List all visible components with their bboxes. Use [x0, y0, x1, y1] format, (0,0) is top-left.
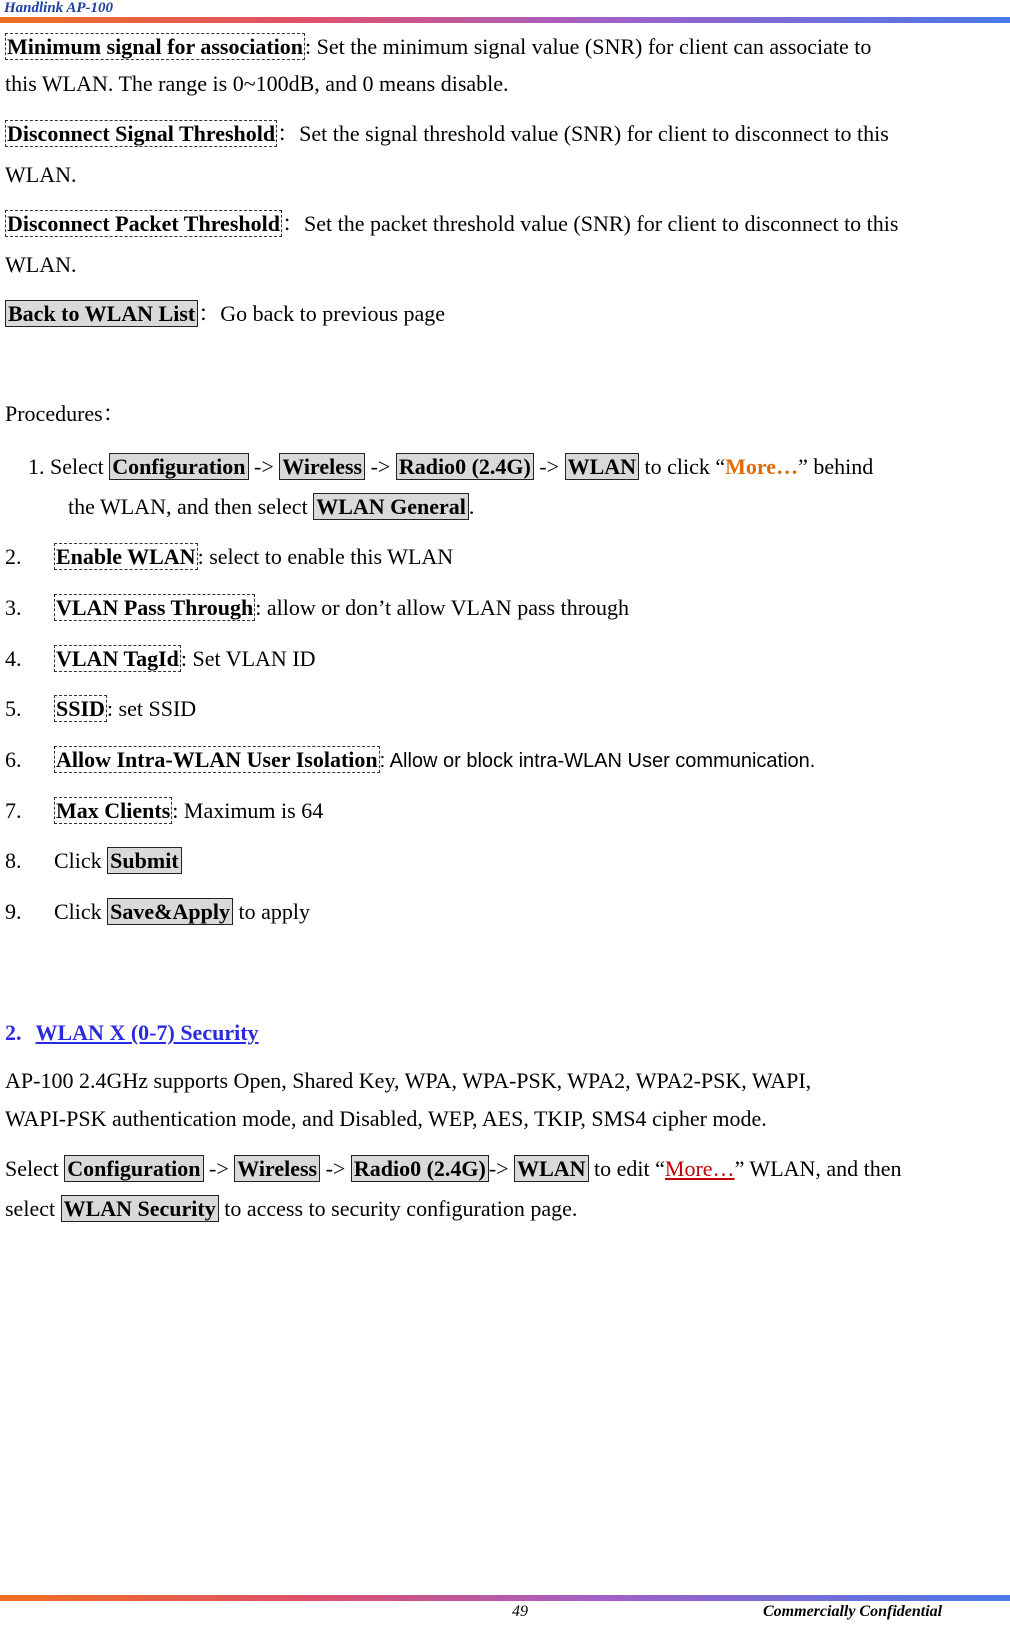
- max-clients-field: Max Clients: [56, 798, 171, 823]
- definition-disconnect-packet: Disconnect Packet Threshold：Set the packet threshold value (SNR) for client to disconnect to this: [7, 211, 899, 236]
- section-title-link[interactable]: WLAN X (0-7) Security: [35, 1020, 259, 1045]
- definition-disconnect-packet-line2: WLAN.: [5, 252, 77, 277]
- procedure-step-1: 1. Select Configuration -> Wireless -> Radio0 (2.4G) -> WLAN to click “More…” behind: [28, 454, 874, 479]
- term-min-signal: Minimum signal for association: [7, 34, 304, 59]
- procedure-step-3: 3. VLAN Pass Through: allow or don’t allow VLAN pass through: [5, 595, 630, 620]
- section-para2-line1: Select Configuration -> Wireless -> Radio0 (2.4G) -> WLAN to edit “More…” WLAN, and then: [5, 1156, 902, 1181]
- intra-wlan-isolation-field: Allow Intra-WLAN User Isolation: [56, 747, 378, 772]
- procedure-step-2: 2. Enable WLAN: select to enable this WLAN: [5, 544, 454, 569]
- wlan-security-tab[interactable]: WLAN Security: [61, 1195, 219, 1222]
- wlan-menu[interactable]: WLAN: [565, 453, 639, 480]
- procedure-step-1-line2: the WLAN, and then select WLAN General .: [68, 494, 475, 519]
- procedure-step-7: 7. Max Clients: Maximum is 64: [5, 798, 324, 823]
- definition-min-signal: Minimum signal for association: Set the minimum signal value (SNR) for client can associate to: [7, 34, 872, 59]
- back-to-wlan-list-button[interactable]: Back to WLAN List: [5, 300, 198, 327]
- more-link-2[interactable]: More…: [664, 1156, 735, 1181]
- wireless-menu-2[interactable]: Wireless: [234, 1155, 320, 1182]
- definition-back-to-list: Back to WLAN List ：Go back to previous page: [5, 295, 445, 333]
- wlan-menu-2[interactable]: WLAN: [514, 1155, 588, 1182]
- more-link[interactable]: More…: [725, 454, 799, 479]
- page-number: 49: [512, 1603, 528, 1620]
- procedures-label: Procedures：: [5, 401, 125, 426]
- procedure-step-8: 8. Click Submit: [5, 842, 182, 880]
- term-disconnect-signal: Disconnect Signal Threshold: [7, 121, 276, 146]
- procedure-step-4: 4. VLAN TagId: Set VLAN ID: [5, 646, 316, 671]
- ssid-field: SSID: [56, 696, 105, 721]
- enable-wlan-field: Enable WLAN: [56, 544, 196, 569]
- footer-confidential: Commercially Confidential: [763, 1603, 943, 1620]
- radio0-menu[interactable]: Radio0 (2.4G): [396, 453, 534, 480]
- section-para2-line2: select WLAN Security to access to security configuration page.: [5, 1196, 578, 1221]
- section-para1-line1: AP-100 2.4GHz supports Open, Shared Key, WPA, WPA-PSK, WPA2, WPA2-PSK, WAPI,: [5, 1068, 812, 1093]
- configuration-menu-2[interactable]: Configuration: [64, 1155, 203, 1182]
- definition-disconnect-signal: Disconnect Signal Threshold：Set the signal threshold value (SNR) for client to disconnect to this: [7, 121, 889, 146]
- definition-disconnect-signal-line2: WLAN.: [5, 162, 77, 187]
- save-apply-button[interactable]: Save&Apply: [107, 898, 233, 925]
- configuration-menu[interactable]: Configuration: [109, 453, 248, 480]
- section-para1-line2: WAPI-PSK authentication mode, and Disabled, WEP, AES, TKIP, SMS4 cipher mode.: [5, 1106, 767, 1131]
- procedure-step-5: 5. SSID: set SSID: [5, 696, 197, 721]
- vlan-tagid-field: VLAN TagId: [56, 646, 179, 671]
- wireless-menu[interactable]: Wireless: [279, 453, 365, 480]
- procedure-step-6: 6. Allow Intra-WLAN User Isolation : Allow or block intra-WLAN User communication.: [5, 747, 816, 772]
- section-heading: 2. WLAN X (0-7) Security: [5, 1020, 259, 1045]
- definition-min-signal-line2: this WLAN. The range is 0~100dB, and 0 means disable.: [5, 71, 509, 96]
- vlan-pass-through-field: VLAN Pass Through: [56, 595, 254, 620]
- document-header-title: Handlink AP-100: [4, 0, 114, 16]
- header-gradient-bar: [0, 17, 1010, 23]
- term-disconnect-packet: Disconnect Packet Threshold: [7, 211, 280, 236]
- radio0-menu-2[interactable]: Radio0 (2.4G): [351, 1155, 489, 1182]
- procedure-step-9: 9. Click Save&Apply to apply: [5, 899, 310, 924]
- submit-button[interactable]: Submit: [107, 847, 181, 874]
- footer-gradient-bar: [0, 1595, 1010, 1601]
- wlan-general-tab[interactable]: WLAN General: [313, 493, 469, 520]
